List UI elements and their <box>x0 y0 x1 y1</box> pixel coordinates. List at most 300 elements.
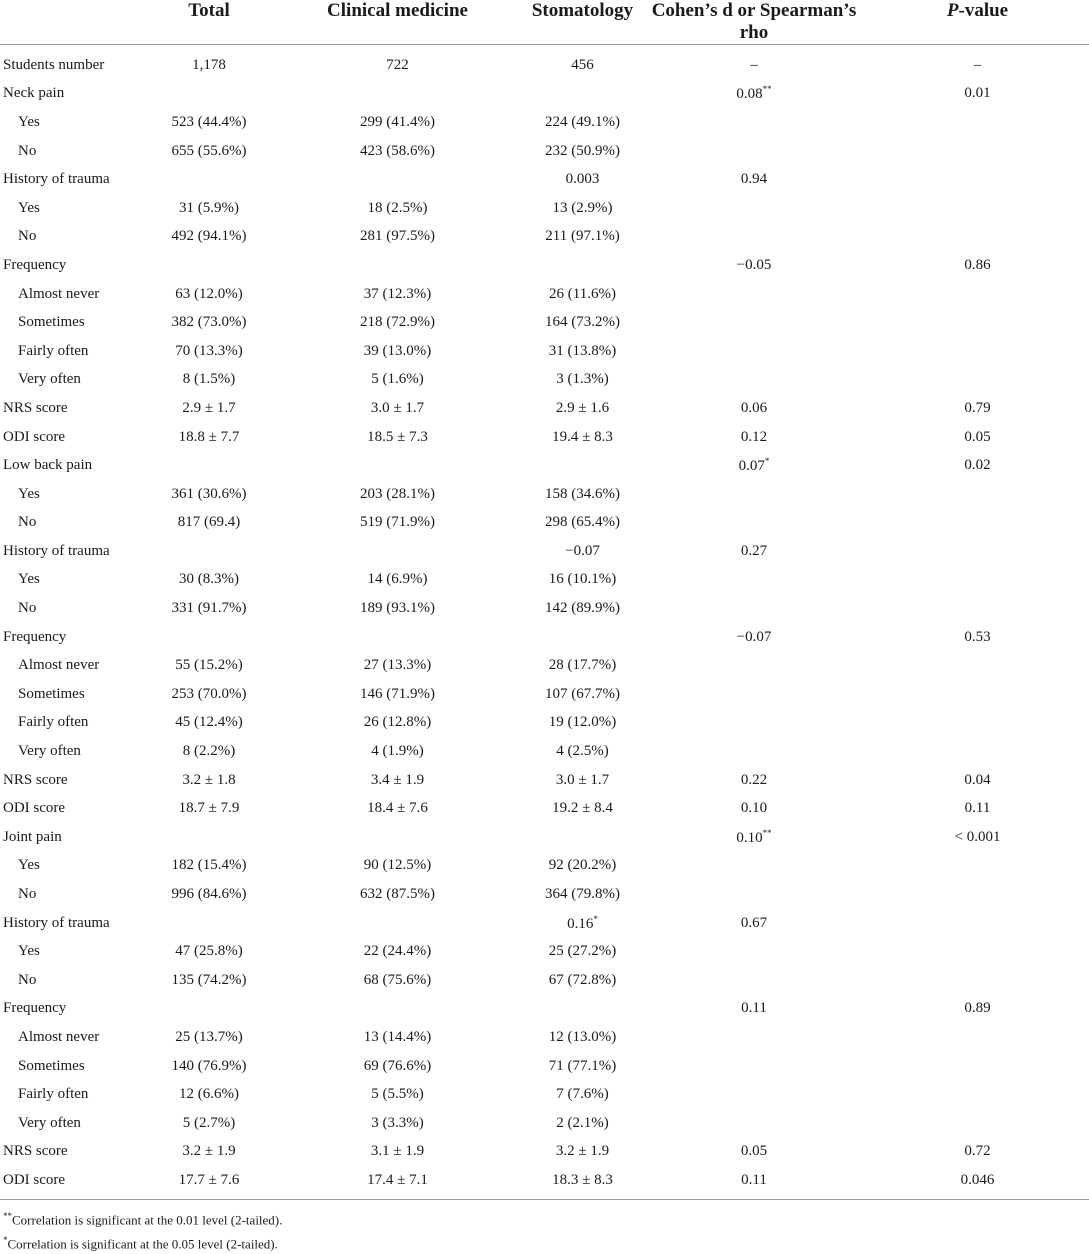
cell-total <box>146 995 272 1024</box>
cell-clinical-medicine: 5 (1.6%) <box>371 371 424 388</box>
cell-p-value <box>866 366 1089 395</box>
cell-stomatology: 4 (2.5%) <box>556 743 609 760</box>
cell-stomatology: 13 (2.9%) <box>552 199 613 216</box>
cell-p-value: 0.89 <box>964 1000 991 1017</box>
cell-stomatology: 3.0 ± 1.7 <box>555 771 610 788</box>
cell-clinical-medicine: 5 (5.5%) <box>371 1086 424 1103</box>
cell-effect-size <box>642 480 866 509</box>
cell-stomatology: 31 (13.8%) <box>548 342 617 359</box>
cell-stomatology <box>523 451 642 480</box>
cell-total: 1,178 <box>192 56 226 73</box>
cell-p-value <box>866 852 1089 881</box>
cell-p-value <box>866 337 1089 366</box>
row-label: Yes <box>18 113 40 130</box>
significance-mark: ** <box>762 84 772 95</box>
header-stomatology: Stomatology <box>523 0 642 45</box>
cell-clinical-medicine: 423 (58.6%) <box>360 142 435 159</box>
row-label: Very often <box>18 1114 81 1131</box>
cell-effect-size: 0.08** <box>736 84 772 103</box>
table-row <box>0 45 1089 80</box>
cell-effect-size: 0.07* <box>738 456 770 475</box>
cell-clinical-medicine: 203 (28.1%) <box>360 485 435 502</box>
row-label: History of trauma <box>3 171 110 188</box>
cell-stomatology <box>523 623 642 652</box>
cell-stomatology: 107 (67.7%) <box>545 685 620 702</box>
cell-clinical-medicine: 27 (13.3%) <box>363 657 432 674</box>
cell-p-value <box>866 880 1089 909</box>
row-label: NRS score <box>3 771 68 788</box>
cell-total: 492 (94.1%) <box>171 228 247 245</box>
table-row <box>0 509 1089 538</box>
cell-total <box>146 823 272 852</box>
cell-stomatology: 2 (2.1%) <box>556 1114 609 1131</box>
cell-p-value: – <box>973 56 982 73</box>
cell-total: 30 (8.3%) <box>179 571 239 588</box>
cell-clinical-medicine: 17.4 ± 7.1 <box>272 1166 523 1199</box>
table-row <box>0 1052 1089 1081</box>
cell-stomatology: 28 (17.7%) <box>548 657 617 674</box>
cell-clinical-medicine <box>272 165 523 194</box>
cell-clinical-medicine: 37 (12.3%) <box>363 285 432 302</box>
row-label: Sometimes <box>18 1057 85 1074</box>
cell-total: 25 (13.7%) <box>175 1028 243 1045</box>
cell-stomatology <box>523 251 642 280</box>
table-row <box>0 680 1089 709</box>
cell-total: 18.8 ± 7.7 <box>178 428 240 445</box>
header-label <box>0 0 146 45</box>
cell-total: 382 (73.0%) <box>171 314 247 331</box>
cell-clinical-medicine <box>272 995 523 1024</box>
cell-stomatology: 92 (20.2%) <box>548 857 617 874</box>
row-label: Almost never <box>18 657 100 674</box>
footnote-text: Correlation is significant at the 0.05 level (2-tailed). <box>7 1236 278 1252</box>
cell-p-value: 0.72 <box>964 1143 991 1160</box>
table-row <box>0 194 1089 223</box>
significance-mark: * <box>764 456 770 467</box>
row-label: Frequency <box>3 628 67 645</box>
cell-stomatology: 67 (72.8%) <box>548 971 617 988</box>
cell-effect-size: 0.11 <box>642 1166 866 1199</box>
cell-total: 135 (74.2%) <box>171 971 247 988</box>
cell-p-value <box>866 566 1089 595</box>
cell-clinical-medicine: 13 (14.4%) <box>363 1028 432 1045</box>
cell-total <box>146 165 272 194</box>
cell-p-value: 0.02 <box>964 457 991 474</box>
footnote <box>0 1230 1089 1254</box>
cell-stomatology: 12 (13.0%) <box>548 1028 617 1045</box>
cell-stomatology: 158 (34.6%) <box>545 485 620 502</box>
cell-clinical-medicine: 722 <box>386 56 409 73</box>
cell-effect-size: 0.10** <box>736 827 772 846</box>
significance-mark: * <box>593 913 598 924</box>
row-label: Frequency <box>3 256 67 273</box>
cell-effect-size: – <box>750 56 758 73</box>
cell-effect-size: 0.10 <box>740 800 768 817</box>
cell-stomatology: 142 (89.9%) <box>545 600 620 617</box>
cell-effect-size <box>642 137 866 166</box>
cell-clinical-medicine: 189 (93.1%) <box>360 600 435 617</box>
table-row <box>0 995 1089 1024</box>
cell-clinical-medicine <box>272 451 523 480</box>
cell-stomatology: 3.2 ± 1.9 <box>555 1143 610 1160</box>
cell-clinical-medicine: 3 (3.3%) <box>371 1114 424 1131</box>
cell-p-value <box>866 108 1089 137</box>
table-row <box>0 623 1089 652</box>
row-label: Yes <box>18 485 40 502</box>
cell-total: 47 (25.8%) <box>175 943 243 960</box>
table-row <box>0 1109 1089 1138</box>
cell-p-value: 0.046 <box>866 1166 1089 1199</box>
header-effect-size: Cohen’s d or Spearman’s rho <box>642 0 866 45</box>
table-row <box>0 766 1089 795</box>
cell-total: 70 (13.3%) <box>175 342 243 359</box>
cell-effect-size <box>642 280 866 309</box>
cell-clinical-medicine: 3.4 ± 1.9 <box>370 771 425 788</box>
cell-stomatology: 26 (11.6%) <box>549 285 616 302</box>
cell-effect-size: 0.05 <box>740 1143 768 1160</box>
cell-total: 45 (12.4%) <box>175 714 243 731</box>
cell-effect-size <box>642 852 866 881</box>
cell-p-value: 0.01 <box>964 85 991 102</box>
cell-stomatology: 71 (77.1%) <box>548 1057 617 1074</box>
cell-effect-size <box>642 194 866 223</box>
table-row <box>0 223 1089 252</box>
table-row <box>0 251 1089 280</box>
table-row <box>0 366 1089 395</box>
cell-total: 12 (6.6%) <box>179 1086 239 1103</box>
cell-effect-size <box>642 594 866 623</box>
cell-stomatology: 19.4 ± 8.3 <box>552 428 613 445</box>
cell-stomatology: 0.16* <box>567 913 598 932</box>
cell-stomatology: 3 (1.3%) <box>556 371 609 388</box>
cell-effect-size <box>642 509 866 538</box>
cell-p-value <box>866 709 1089 738</box>
cell-total: 817 (69.4) <box>177 514 241 531</box>
table-row <box>0 108 1089 137</box>
cell-clinical-medicine: 14 (6.9%) <box>367 571 428 588</box>
cell-clinical-medicine: 18.4 ± 7.6 <box>367 800 428 817</box>
cell-total: 17.7 ± 7.6 <box>146 1166 272 1199</box>
cell-total: 523 (44.4%) <box>171 113 247 130</box>
cell-p-value <box>866 937 1089 966</box>
cell-clinical-medicine: 68 (75.6%) <box>363 971 432 988</box>
table-row <box>0 1080 1089 1109</box>
cell-p-value <box>866 966 1089 995</box>
table-row <box>0 480 1089 509</box>
row-label: Frequency <box>3 1000 67 1017</box>
table-row <box>0 80 1089 109</box>
row-label: Sometimes <box>18 685 85 702</box>
cell-stomatology: 7 (7.6%) <box>556 1086 609 1103</box>
table-row <box>0 709 1089 738</box>
footnote-mark: * <box>3 1235 8 1246</box>
cell-total: 55 (15.2%) <box>175 657 243 674</box>
cell-total: 18.7 ± 7.9 <box>178 800 240 817</box>
table-row <box>0 737 1089 766</box>
cell-clinical-medicine: 18.5 ± 7.3 <box>367 428 428 445</box>
cell-p-value: < 0.001 <box>954 828 1001 845</box>
row-label: Yes <box>18 943 40 960</box>
cell-total: 361 (30.6%) <box>171 485 247 502</box>
cell-effect-size <box>642 880 866 909</box>
header-clinical-medicine: Clinical medicine <box>272 0 523 45</box>
row-label: Yes <box>18 199 40 216</box>
cell-total <box>146 909 272 938</box>
cell-stomatology: −0.07 <box>565 542 600 559</box>
cell-clinical-medicine: 218 (72.9%) <box>360 314 435 331</box>
cell-effect-size: 0.12 <box>740 428 768 445</box>
cell-p-value <box>866 165 1089 194</box>
cell-effect-size <box>642 1052 866 1081</box>
footnote-text: Correlation is significant at the 0.01 level (2-tailed). <box>12 1212 283 1228</box>
cell-stomatology: 18.3 ± 8.3 <box>523 1166 642 1199</box>
cell-effect-size <box>642 1023 866 1052</box>
cell-p-value <box>866 737 1089 766</box>
row-label: NRS score <box>3 1143 68 1160</box>
row-label: ODI score <box>3 800 66 817</box>
cell-stomatology <box>523 995 642 1024</box>
row-label: ODI score <box>3 428 66 445</box>
cell-stomatology: 232 (50.9%) <box>545 142 620 159</box>
cell-stomatology: 19 (12.0%) <box>548 714 617 731</box>
cell-p-value <box>866 1023 1089 1052</box>
cell-total: 31 (5.9%) <box>179 199 239 216</box>
cell-stomatology: 16 (10.1%) <box>548 571 617 588</box>
table-row <box>0 794 1089 823</box>
cell-clinical-medicine <box>272 823 523 852</box>
row-label: Fairly often <box>18 342 89 359</box>
cell-p-value <box>866 280 1089 309</box>
table-row <box>0 1166 1089 1199</box>
cell-clinical-medicine: 69 (76.6%) <box>363 1057 432 1074</box>
cell-stomatology: 0.003 <box>565 171 600 188</box>
cell-clinical-medicine: 90 (12.5%) <box>363 857 432 874</box>
cell-p-value <box>866 480 1089 509</box>
row-label: Very often <box>18 371 81 388</box>
cell-total: 3.2 ± 1.9 <box>182 1143 236 1160</box>
significance-mark: ** <box>762 827 772 838</box>
cell-p-value <box>866 909 1089 938</box>
cell-effect-size <box>642 566 866 595</box>
cell-total <box>146 80 272 109</box>
table-row <box>0 337 1089 366</box>
cell-total: 996 (84.6%) <box>171 886 247 903</box>
cell-p-value: 0.04 <box>964 771 991 788</box>
cell-total: 2.9 ± 1.7 <box>182 399 236 416</box>
row-label: No <box>18 886 37 903</box>
row-label: Neck pain <box>3 85 65 102</box>
cell-p-value <box>866 1052 1089 1081</box>
row-label: No <box>18 514 37 531</box>
cell-stomatology: 25 (27.2%) <box>548 943 617 960</box>
cell-stomatology <box>523 823 642 852</box>
cell-p-value <box>866 194 1089 223</box>
cell-total <box>146 537 272 566</box>
table-row <box>0 651 1089 680</box>
row-label: Yes <box>18 571 40 588</box>
table-row <box>0 937 1089 966</box>
cell-effect-size <box>642 223 866 252</box>
cell-clinical-medicine <box>272 251 523 280</box>
cell-effect-size <box>642 966 866 995</box>
cell-p-value <box>866 537 1089 566</box>
cell-total: 5 (2.7%) <box>182 1114 236 1131</box>
table-row <box>0 423 1089 452</box>
cell-clinical-medicine: 146 (71.9%) <box>360 685 435 702</box>
row-label: Joint pain <box>3 828 62 845</box>
table-row <box>0 1138 1089 1167</box>
table-row <box>0 537 1089 566</box>
row-label: Almost never <box>18 1028 100 1045</box>
cell-p-value <box>866 680 1089 709</box>
table-row <box>0 451 1089 480</box>
row-label: No <box>18 228 37 245</box>
header-p-suffix: -value <box>958 0 1009 21</box>
cell-effect-size <box>642 680 866 709</box>
table-row <box>0 165 1089 194</box>
cell-effect-size <box>642 1080 866 1109</box>
row-label: Fairly often <box>18 1086 89 1103</box>
header-p-value <box>866 0 1089 45</box>
row-label: No <box>18 971 37 988</box>
footnote <box>0 1206 1089 1230</box>
cell-stomatology: 456 <box>571 56 594 73</box>
cell-stomatology <box>523 80 642 109</box>
cell-stomatology: 298 (65.4%) <box>545 514 620 531</box>
cell-total <box>146 623 272 652</box>
table-row <box>0 137 1089 166</box>
header-p-italic: P <box>946 0 959 21</box>
cell-clinical-medicine: 281 (97.5%) <box>360 228 435 245</box>
cell-p-value: 0.11 <box>964 800 991 817</box>
cell-p-value: 0.05 <box>964 428 991 445</box>
row-label: Fairly often <box>18 714 89 731</box>
cell-clinical-medicine <box>272 623 523 652</box>
cell-effect-size: 0.67 <box>740 914 768 931</box>
cell-p-value: 0.53 <box>964 628 991 645</box>
cell-p-value <box>866 594 1089 623</box>
cell-total: 3.2 ± 1.8 <box>182 771 236 788</box>
cell-stomatology: 19.2 ± 8.4 <box>552 800 613 817</box>
cell-effect-size: −0.05 <box>736 256 772 273</box>
cell-p-value <box>866 308 1089 337</box>
cell-clinical-medicine: 4 (1.9%) <box>371 743 424 760</box>
table-row <box>0 308 1089 337</box>
cell-clinical-medicine: 3.0 ± 1.7 <box>370 399 425 416</box>
table-row <box>0 594 1089 623</box>
cell-clinical-medicine <box>272 537 523 566</box>
row-label: History of trauma <box>3 914 110 931</box>
table-row <box>0 566 1089 595</box>
cell-total: 253 (70.0%) <box>171 685 247 702</box>
cell-stomatology: 211 (97.1%) <box>545 228 620 245</box>
cell-effect-size <box>642 651 866 680</box>
cell-effect-size: 0.27 <box>740 542 768 559</box>
cell-total: 8 (1.5%) <box>182 371 236 388</box>
cell-effect-size <box>642 737 866 766</box>
cell-effect-size <box>642 709 866 738</box>
cell-total: 331 (91.7%) <box>171 600 247 617</box>
row-label: No <box>18 600 37 617</box>
table-row <box>0 966 1089 995</box>
cell-clinical-medicine: 39 (13.0%) <box>363 342 432 359</box>
cell-effect-size: 0.22 <box>740 771 768 788</box>
table-header <box>0 0 1089 45</box>
cell-clinical-medicine: 22 (24.4%) <box>363 943 432 960</box>
table-row <box>0 280 1089 309</box>
cell-total: 63 (12.0%) <box>175 285 243 302</box>
cell-effect-size <box>642 366 866 395</box>
cell-clinical-medicine: 26 (12.8%) <box>363 714 432 731</box>
table-row <box>0 880 1089 909</box>
row-label: Almost never <box>18 285 100 302</box>
cell-stomatology: 364 (79.8%) <box>545 886 620 903</box>
table-row <box>0 1023 1089 1052</box>
cell-total <box>146 251 272 280</box>
row-label: Sometimes <box>18 314 85 331</box>
cell-clinical-medicine: 3.1 ± 1.9 <box>370 1143 425 1160</box>
cell-p-value <box>866 651 1089 680</box>
footnote-mark: ** <box>3 1210 12 1221</box>
cell-effect-size <box>642 937 866 966</box>
row-label: No <box>18 142 37 159</box>
table-row <box>0 852 1089 881</box>
footnotes <box>0 1206 1089 1254</box>
row-label: Low back pain <box>3 457 93 474</box>
cell-total: 8 (2.2%) <box>182 743 236 760</box>
cell-p-value: 0.79 <box>964 399 991 416</box>
cell-p-value <box>866 1080 1089 1109</box>
cell-effect-size <box>642 108 866 137</box>
cell-effect-size <box>642 308 866 337</box>
cell-total: 182 (15.4%) <box>171 857 247 874</box>
cell-p-value <box>866 137 1089 166</box>
row-label: NRS score <box>3 399 68 416</box>
row-label: History of trauma <box>3 542 110 559</box>
cell-p-value <box>866 223 1089 252</box>
cell-clinical-medicine: 18 (2.5%) <box>367 199 428 216</box>
cell-stomatology: 224 (49.1%) <box>545 113 620 130</box>
cell-effect-size: 0.11 <box>741 1000 767 1017</box>
cell-p-value: 0.86 <box>964 256 991 273</box>
cell-clinical-medicine: 299 (41.4%) <box>360 113 435 130</box>
cell-clinical-medicine: 519 (71.9%) <box>360 514 435 531</box>
cell-effect-size <box>642 337 866 366</box>
cell-effect-size: −0.07 <box>736 628 772 645</box>
row-label: Yes <box>18 857 40 874</box>
table-row <box>0 394 1089 423</box>
table-row <box>0 909 1089 938</box>
cell-clinical-medicine <box>272 80 523 109</box>
table-row <box>0 823 1089 852</box>
cell-stomatology: 164 (73.2%) <box>545 314 620 331</box>
table-body <box>0 45 1089 1200</box>
cell-total <box>146 451 272 480</box>
cell-p-value <box>866 509 1089 538</box>
cell-effect-size: 0.06 <box>740 399 768 416</box>
header-total: Total <box>146 0 272 45</box>
cell-clinical-medicine: 632 (87.5%) <box>360 886 435 903</box>
row-label: Students number <box>3 56 105 73</box>
cell-total: 140 (76.9%) <box>171 1057 247 1074</box>
row-label: Very often <box>18 743 81 760</box>
cell-effect-size <box>642 1109 866 1138</box>
cell-p-value <box>866 1109 1089 1138</box>
cell-total: 655 (55.6%) <box>171 142 247 159</box>
cell-effect-size: 0.94 <box>740 171 768 188</box>
row-label: ODI score <box>0 1166 146 1199</box>
cell-clinical-medicine <box>272 909 523 938</box>
